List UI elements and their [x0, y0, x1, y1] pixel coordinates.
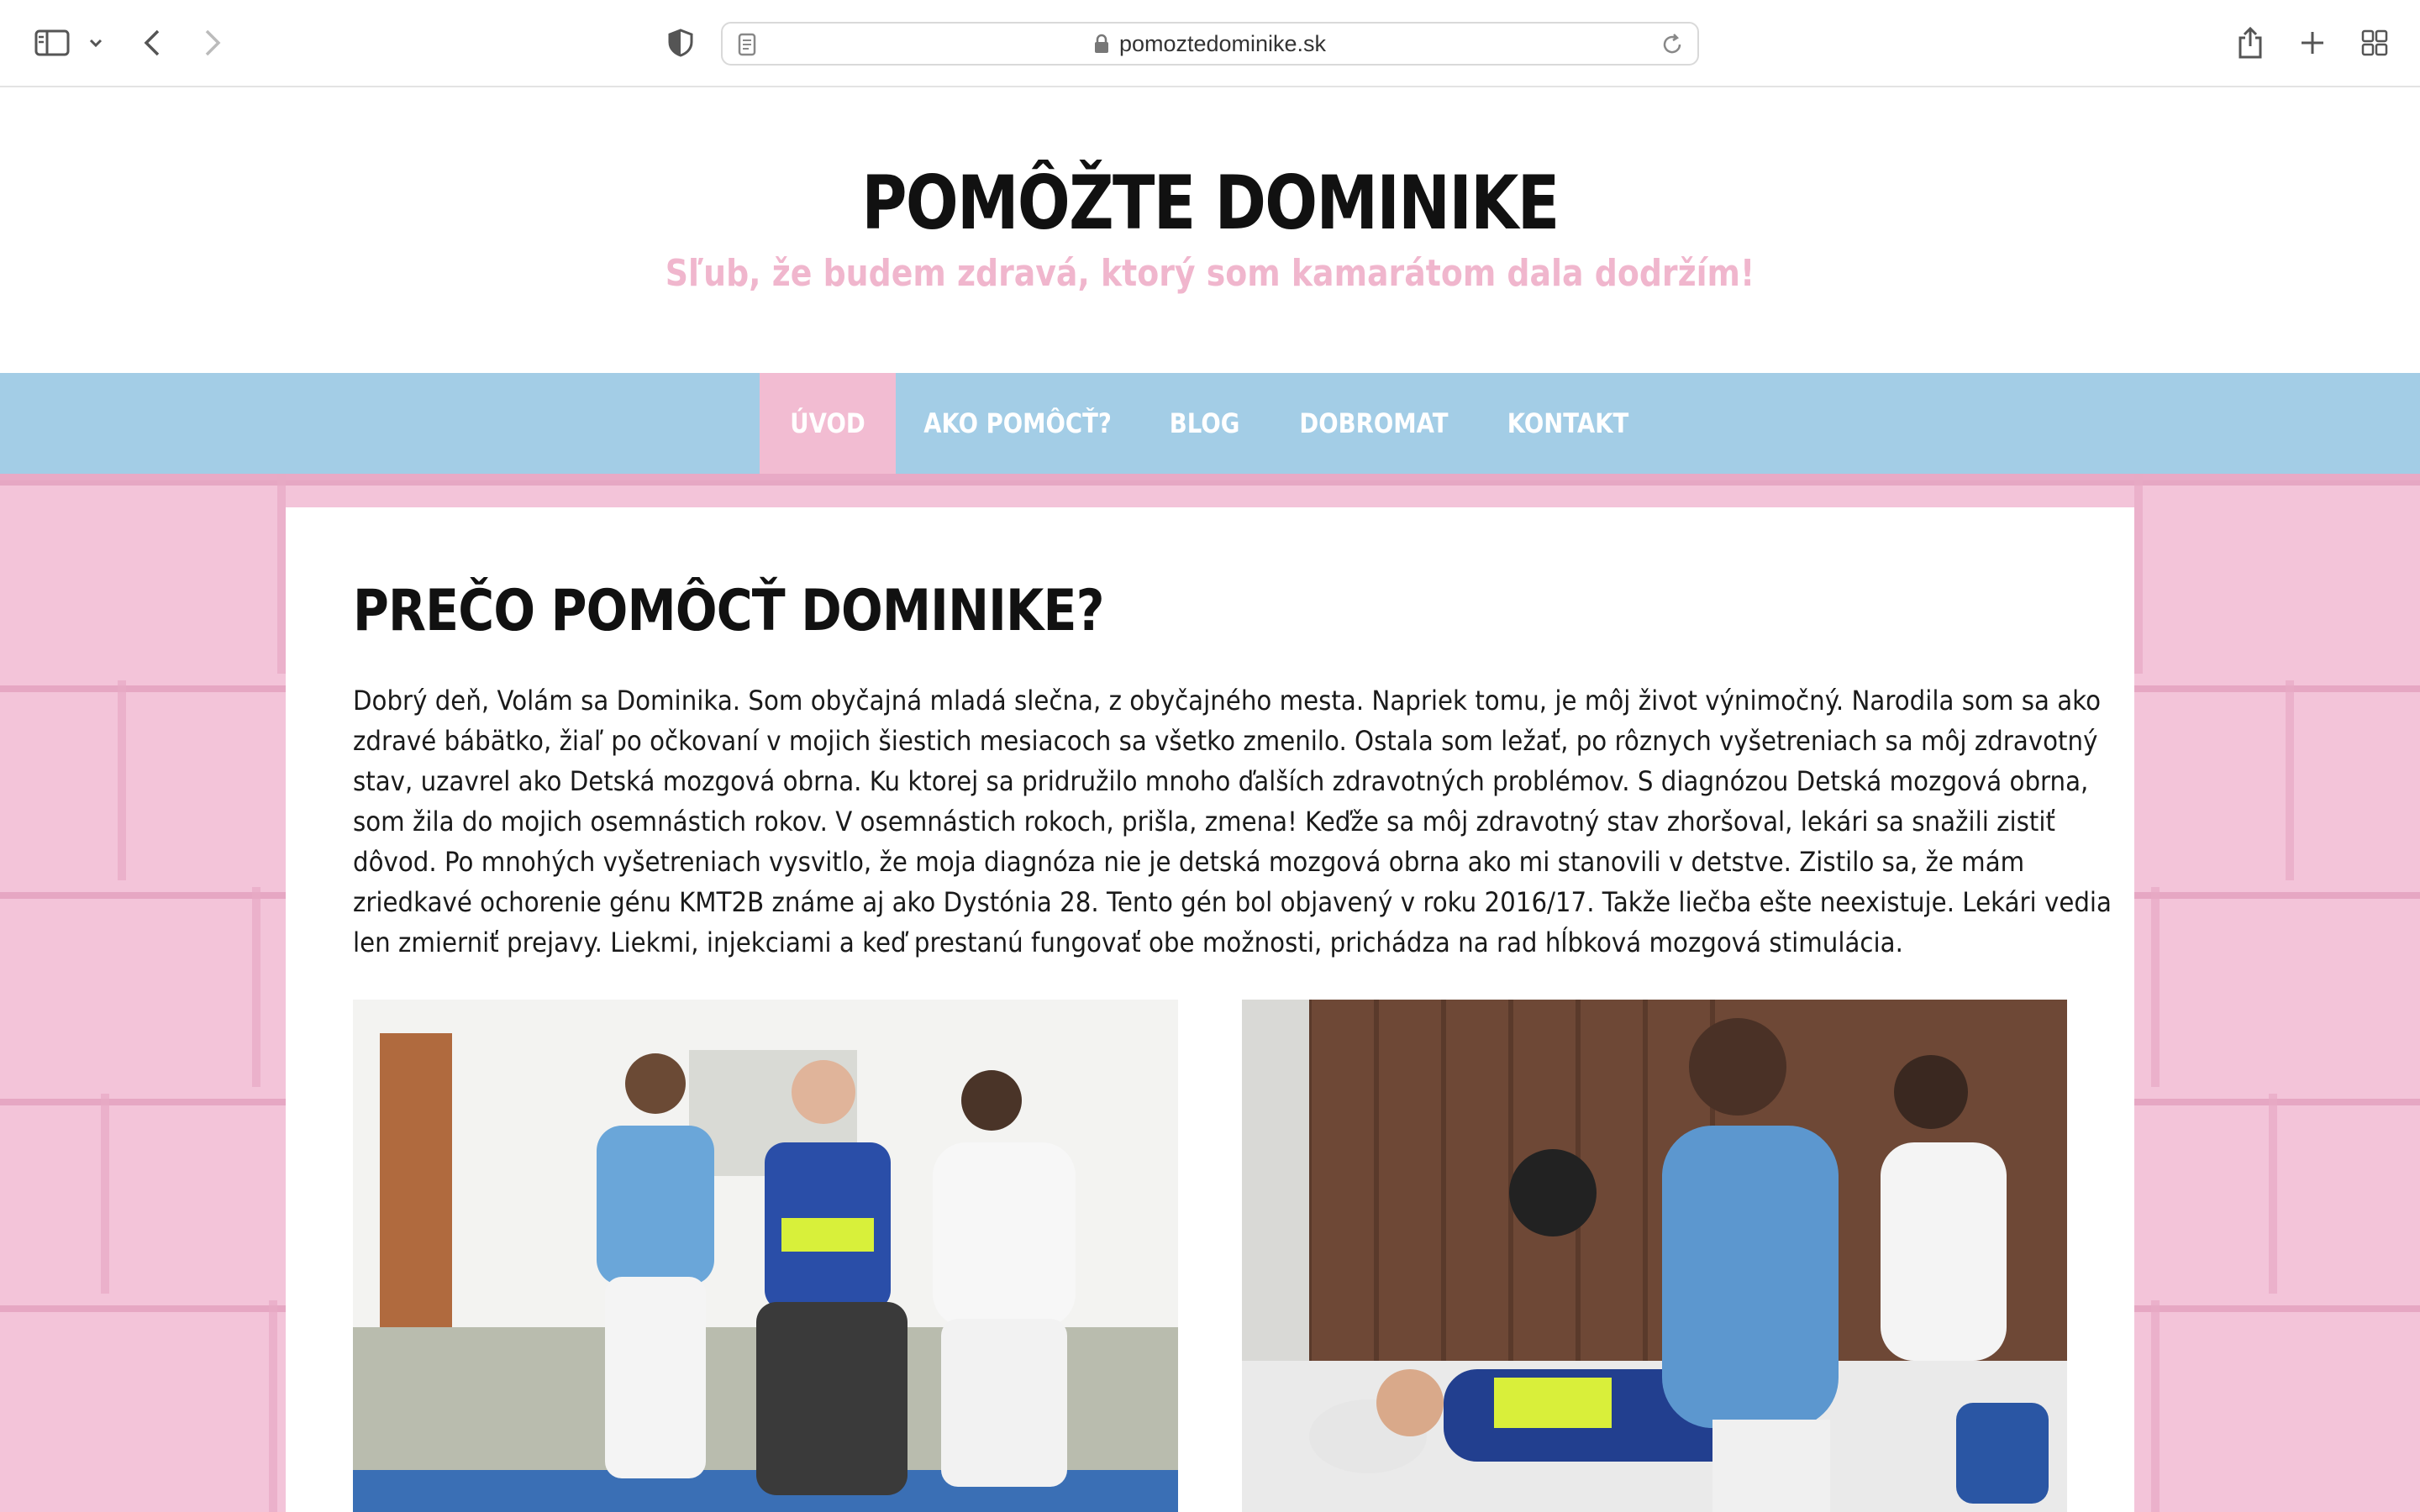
sidebar-icon[interactable] [32, 18, 72, 67]
main-nav [0, 373, 2420, 474]
nav-item-ako-pomoct[interactable]: AKO POMÔCŤ? [923, 407, 1112, 439]
intro-line: zdravé bábätko, žiaľ po očkovaní v mojich šiestich mesiacoch sa všetko zmenilo. Ostala som ležať, po rôznych vyšetreniach sa môj zdravotný [353, 725, 2098, 757]
back-icon[interactable] [134, 18, 170, 67]
new-tab-icon[interactable] [2294, 18, 2331, 67]
site-tagline: Sľub, že budem zdravá, ktorý som kamarátom dala dodržím! [665, 252, 1755, 295]
site-title[interactable]: POMÔŽTE DOMINIKE [861, 160, 1559, 246]
site-header [0, 89, 2420, 373]
tab-overview-icon[interactable] [2356, 18, 2393, 67]
address-bar[interactable] [721, 22, 1699, 66]
content-card [286, 507, 2134, 1512]
intro-line: len zmierniť prejavy. Liekmi, injekciami a keď prestanú fungovať obe možnosti, prichádza na rad hĺbková mozgová stimulácia. [353, 927, 1903, 958]
intro-line: stav, uzavrel ako Detská mozgová obrna. Ku ktorej sa pridružilo mnoho ďalších zdravotných problémov. S diagnózou Detská mozgová obrna, [353, 765, 2089, 797]
section-heading: PREČO POMÔCŤ DOMINIKE? [353, 578, 1104, 644]
intro-text [353, 680, 2112, 963]
intro-line: zriedkavé ochorenie génu KMT2B známe aj ako Dystónia 28. Tento gén bol objavený v roku 2016/17. Takže liečba ešte neexistuje. Lekári vedia [353, 886, 2112, 918]
share-icon[interactable] [2232, 18, 2269, 67]
chevron-down-icon[interactable] [84, 18, 108, 67]
browser-toolbar [0, 0, 2420, 87]
nav-item-dobromat[interactable]: DOBROMAT [1299, 407, 1449, 439]
reload-icon[interactable] [1660, 33, 1684, 56]
url-text[interactable]: pomoztedominike.sk [1118, 30, 1327, 56]
forward-icon[interactable] [195, 18, 230, 67]
nav-item-blog[interactable]: BLOG [1170, 407, 1240, 439]
shield-icon[interactable] [664, 18, 697, 67]
therapy-photo-left [353, 1000, 1178, 1512]
intro-line: Dobrý deň, Volám sa Dominika. Som obyčajná mladá slečna, z obyčajného mesta. Napriek tomu, je môj život výnimočný. Narodila som sa ako [353, 685, 2102, 717]
intro-line: som žila do mojich osemnástich rokov. V osemnástich rokoch, prišla, zmena! Keďže sa môj zdravotný stav zhoršoval, lekári sa snažili zistiť [353, 806, 2055, 837]
lock-icon [1094, 34, 1109, 54]
nav-item-uvod[interactable]: ÚVOD [760, 373, 896, 474]
intro-line: dôvod. Po mnohých vyšetreniach vysvitlo, že moja diagnóza nie je detská mozgová obrna ako mi stanovili v detstve. Zistilo sa, že mám [353, 846, 2025, 878]
therapy-photo-right [1242, 1000, 2067, 1512]
nav-item-kontakt[interactable]: KONTAKT [1507, 407, 1629, 439]
